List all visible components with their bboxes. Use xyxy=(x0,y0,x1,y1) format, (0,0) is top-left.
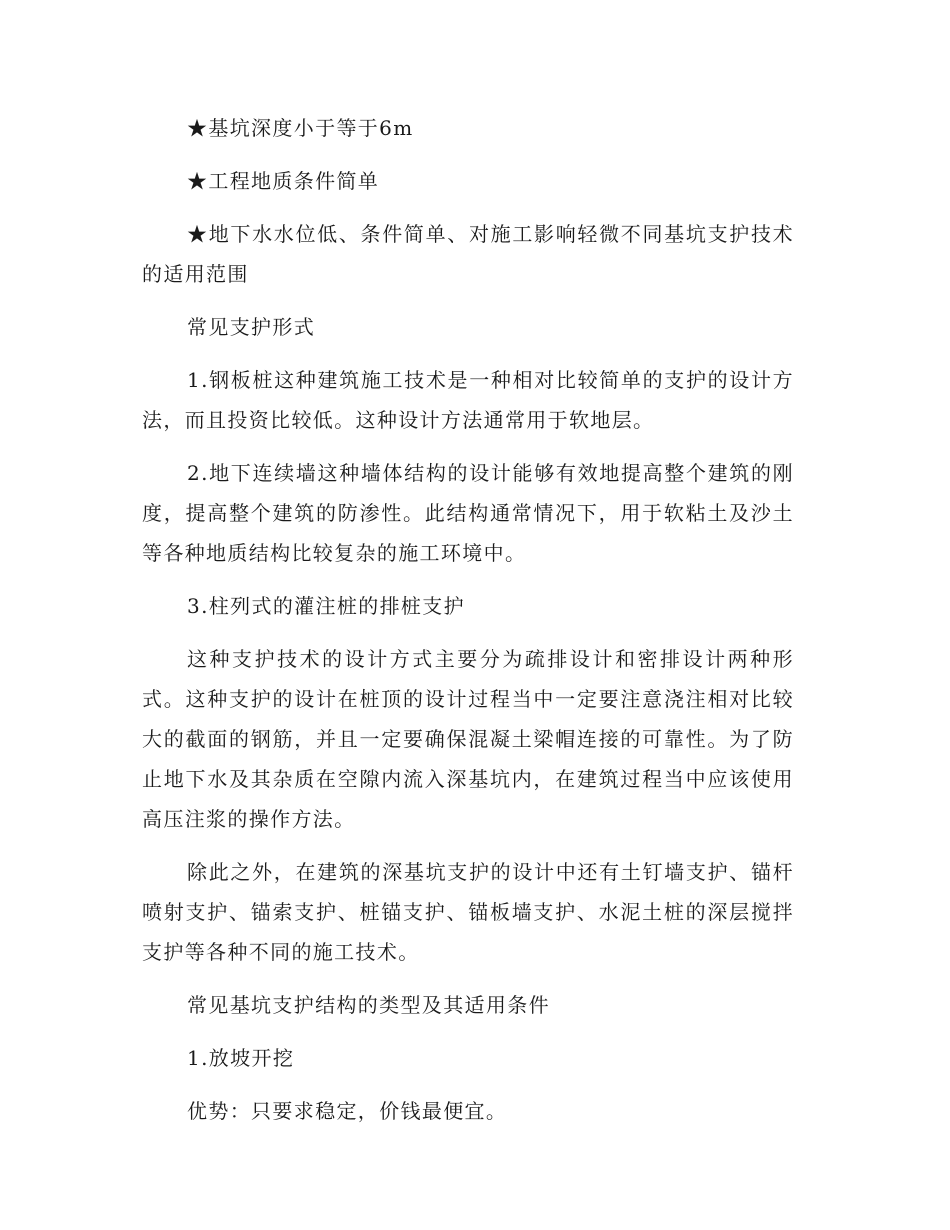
document-body xyxy=(142,108,794,1144)
paragraph-other-techniques: 除此之外，在建筑的深基坑支护的设计中还有土钉墙支护、锚杆喷射支护、锚索支护、桩锚支护、锚板墙支护、水泥土桩的深层搅拌支护等各种不同的施工技术。 xyxy=(142,860,794,964)
section-heading-structure-types: 常见基坑支护结构的类型及其适用条件 xyxy=(187,993,550,1017)
item-bored-pile-row: 3.柱列式的灌注桩的排桩支护 xyxy=(187,594,465,618)
paragraph-bored-pile-details: 这种支护技术的设计方式主要分为疏排设计和密排设计两种形式。这种支护的设计在桩顶的设计过程当中一定要注意浇注相对比较大的截面的钢筋，并且一定要确保混凝土梁帽连接的可靠性。为了防止地下水及其杂质在空隙内流入深基坑内，在建筑过程当中应该使用高压注浆的操作方法。 xyxy=(142,647,794,831)
item-slope-excavation: 1.放坡开挖 xyxy=(187,1046,295,1070)
item-steel-sheet-pile: 1.钢板桩这种建筑施工技术是一种相对比较简单的支护的设计方法，而且投资比较低。这种设计方法通常用于软地层。 xyxy=(142,368,794,432)
bullet-depth-condition: ★基坑深度小于等于6m xyxy=(187,116,414,140)
section-heading-support-forms: 常见支护形式 xyxy=(187,315,316,339)
bullet-geology-condition: ★工程地质条件简单 xyxy=(187,169,380,193)
item-diaphragm-wall: 2.地下连续墙这种墙体结构的设计能够有效地提高整个建筑的刚度，提高整个建筑的防渗性。此结构通常情况下，用于软粘土及沙土等各种地质结构比较复杂的施工环境中。 xyxy=(142,461,794,565)
bullet-groundwater-condition: ★地下水水位低、条件简单、对施工影响轻微不同基坑支护技术的适用范围 xyxy=(142,222,794,286)
paragraph-advantage: 优势：只要求稳定，价钱最便宜。 xyxy=(187,1099,508,1123)
